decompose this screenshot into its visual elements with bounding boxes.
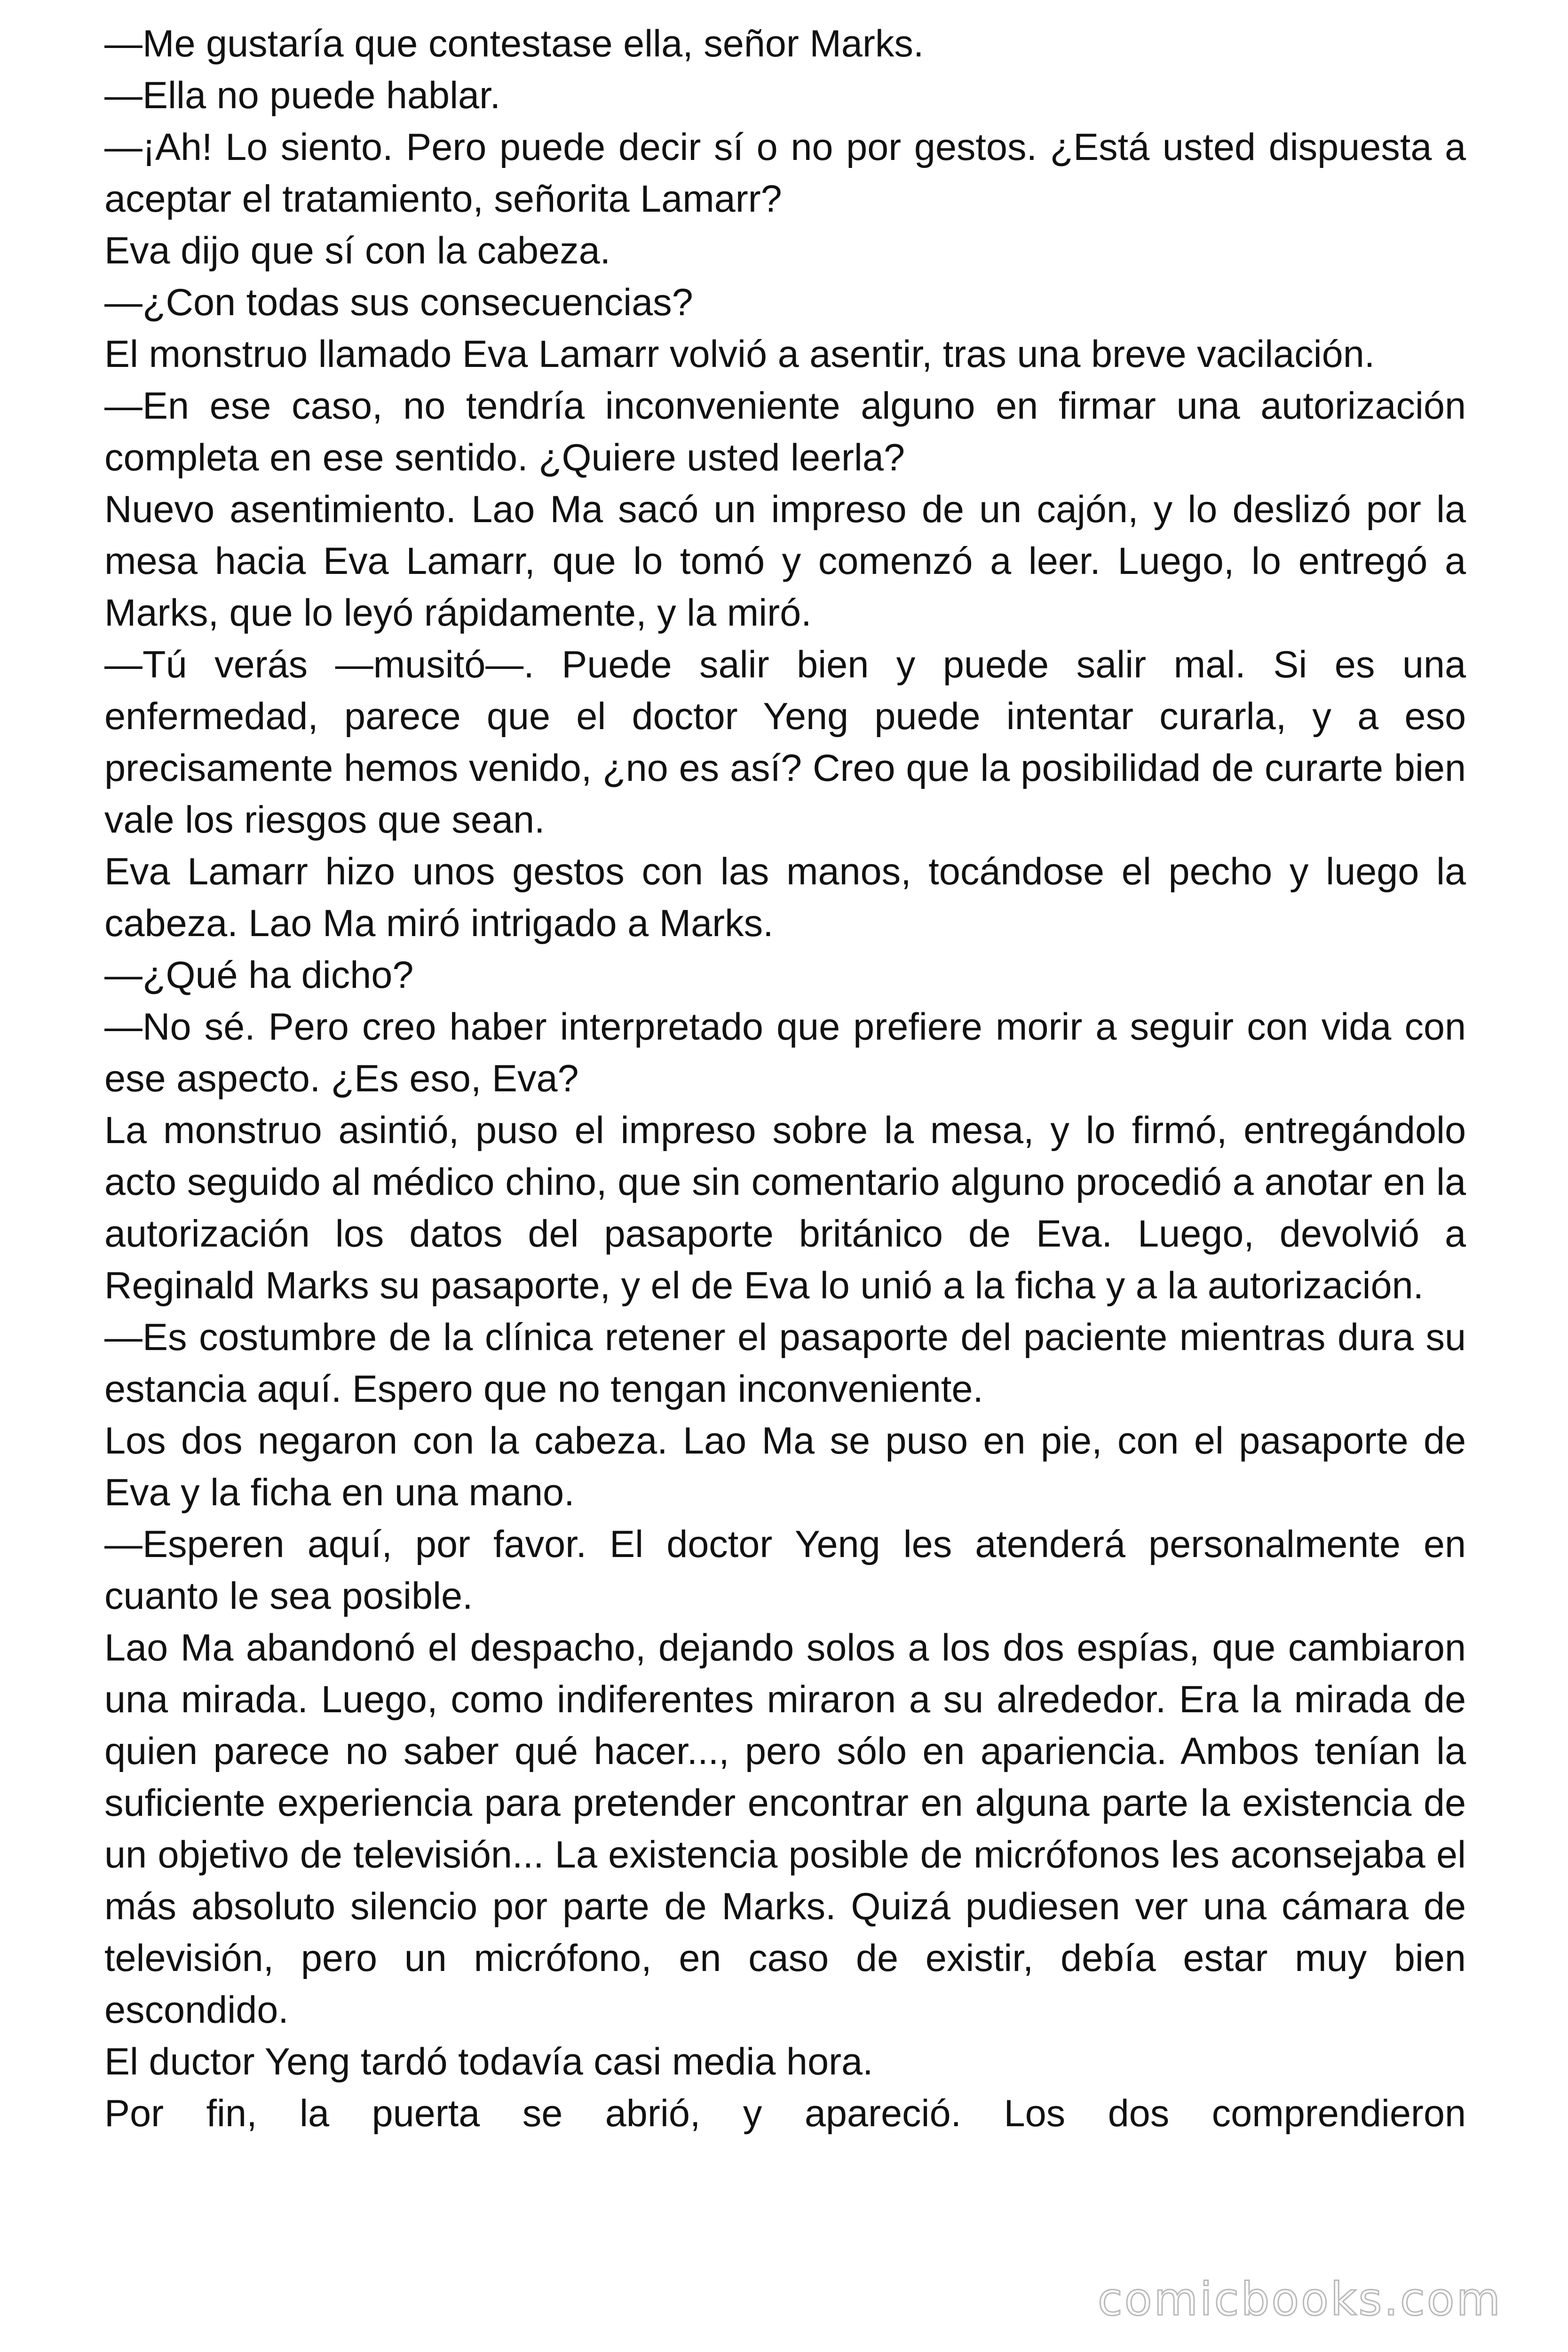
body-text bbox=[104, 18, 1466, 2139]
paragraph-6: El monstruo llamado Eva Lamarr volvió a asentir, tras una breve vacilación. bbox=[104, 333, 1375, 375]
paragraph-10: Eva Lamarr hizo unos gestos con las manos, tocándose el pecho y luego la cabeza. Lao Ma miró intrigado a Marks. bbox=[104, 850, 1466, 945]
paragraph-12: —No sé. Pero creo haber interpretado que prefiere morir a seguir con vida con ese aspecto. ¿Es eso, Eva? bbox=[104, 1006, 1466, 1100]
paragraph-13: La monstruo asintió, puso el impreso sobre la mesa, y lo firmó, entregándolo acto seguido al médico chino, que sin comentario alguno procedió a anotar en la autorización los datos del pasaporte británico de Eva. Luego, devolvió a Reginald Marks su pasaporte, y el de Eva lo unió a la ficha y a la autorización. bbox=[104, 1109, 1466, 1307]
paragraph-17: Lao Ma abandonó el despacho, dejando solos a los dos espías, que cambiaron una mirada. Luego, como indiferentes miraron a su alrededor. Era la mirada de quien parece no saber qué hacer..., pero sólo en apariencia. Ambos tenían la suficiente experiencia para pretender encontrar en alguna parte la existencia de un objetivo de televisión... La existencia posible de micrófonos les aconsejaba el más absoluto silencio por parte de Marks. Quizá pudiesen ver una cámara de televisión, pero un micrófono, en caso de existir, debía estar muy bien escondido. bbox=[104, 1627, 1466, 2031]
paragraph-15: Los dos negaron con la cabeza. Lao Ma se puso en pie, con el pasaporte de Eva y la ficha en una mano. bbox=[104, 1420, 1466, 1514]
paragraph-9: —Tú verás —musitó—. Puede salir bien y puede salir mal. Si es una enfermedad, parece que el doctor Yeng puede intentar curarla, y a eso precisamente hemos venido, ¿no es así? Creo que la posibilidad de curarte bien vale los riesgos que sean. bbox=[104, 644, 1466, 841]
watermark-logo: comicbooks.com bbox=[1097, 2273, 1502, 2326]
paragraph-5: —¿Con todas sus consecuencias? bbox=[104, 281, 693, 324]
paragraph-4: Eva dijo que sí con la cabeza. bbox=[104, 230, 611, 272]
paragraph-11: —¿Qué ha dicho? bbox=[104, 954, 414, 996]
paragraph-3: —¡Ah! Lo siento. Pero puede decir sí o no por gestos. ¿Está usted dispuesta a aceptar el tratamiento, señorita Lamarr? bbox=[104, 126, 1466, 220]
paragraph-18: El ductor Yeng tardó todavía casi media hora. bbox=[104, 2041, 873, 2083]
paragraph-16: —Esperen aquí, por favor. El doctor Yeng les atenderá personalmente en cuanto le sea posible. bbox=[104, 1523, 1466, 1617]
paragraph-14: —Es costumbre de la clínica retener el pasaporte del paciente mientras dura su estancia aquí. Espero que no tengan inconveniente. bbox=[104, 1316, 1466, 1410]
paragraph-2: —Ella no puede hablar. bbox=[104, 74, 501, 117]
paragraph-19: Por fin, la puerta se abrió, y apareció. Los dos comprendieron bbox=[104, 2092, 1466, 2135]
paragraph-8: Nuevo asentimiento. Lao Ma sacó un impreso de un cajón, y lo deslizó por la mesa hacia Eva Lamarr, que lo tomó y comenzó a leer. Luego, lo entregó a Marks, que lo leyó rápidamente, y la miró. bbox=[104, 488, 1466, 634]
paragraph-1: —Me gustaría que contestase ella, señor Marks. bbox=[104, 23, 924, 65]
paragraph-7: —En ese caso, no tendría inconveniente alguno en firmar una autorización completa en ese sentido. ¿Quiere usted leerla? bbox=[104, 385, 1466, 479]
